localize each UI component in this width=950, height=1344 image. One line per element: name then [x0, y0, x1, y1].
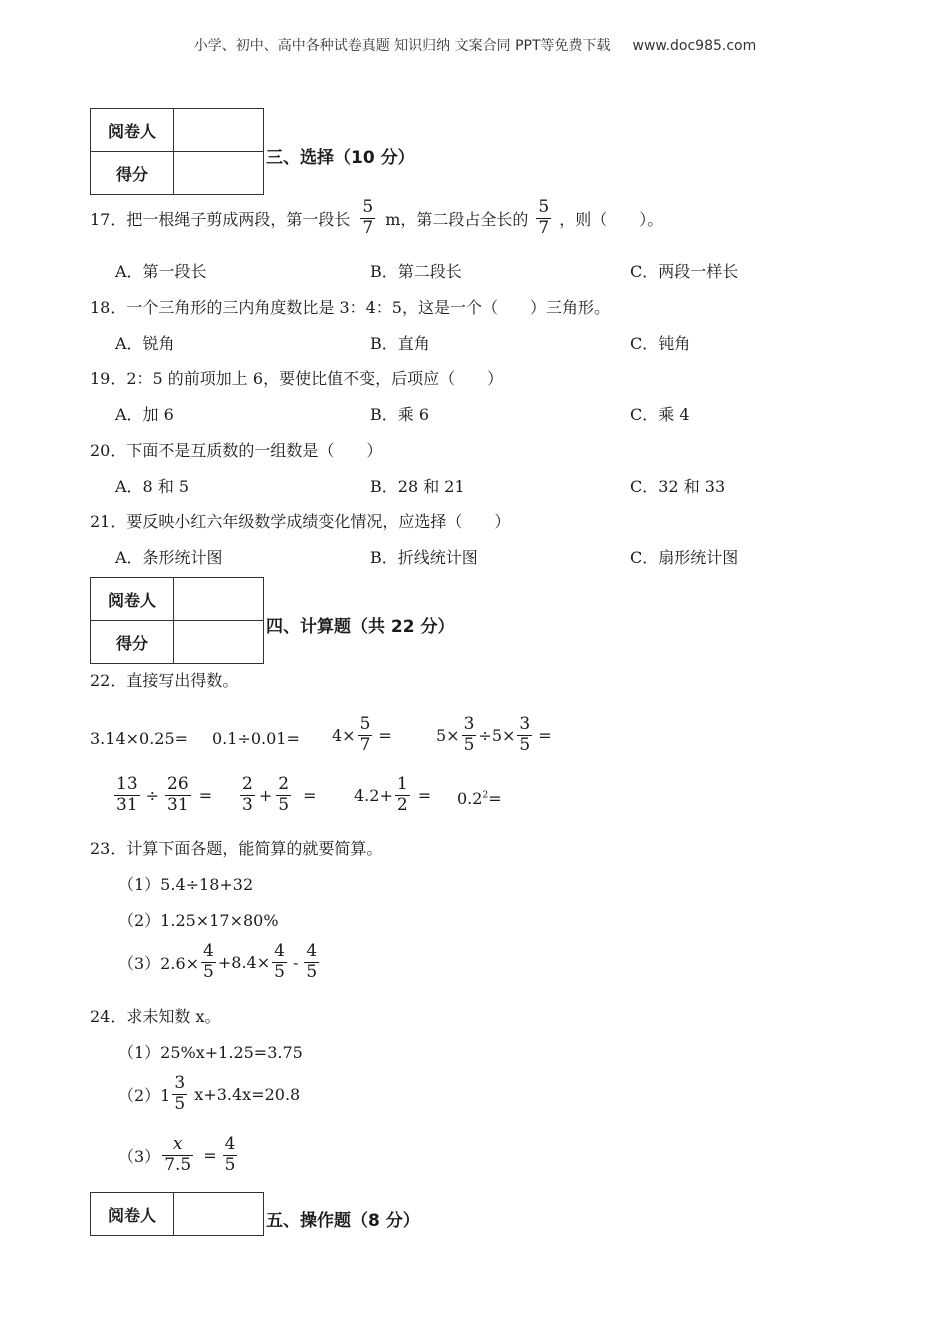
- question-20: 20．下面不是互质数的一组数是（ ）: [90, 441, 383, 460]
- q17-fraction-2: $\frac{5}{7}$: [538, 197, 550, 238]
- reader-blank: [174, 1193, 264, 1236]
- reader-label: 阅卷人: [91, 1193, 174, 1236]
- q22-expr-4: 5× $\frac{3}{5}$ ÷5× $\frac{3}{5}$ =: [436, 714, 552, 755]
- score-box-section-3: [90, 108, 264, 195]
- score-blank: [174, 152, 264, 195]
- q21-option-c[interactable]: C．扇形统计图: [630, 548, 739, 567]
- question-24-title: 24．求未知数 x。: [90, 1007, 221, 1026]
- q18-option-a[interactable]: A．锐角: [115, 334, 175, 353]
- q17-option-b[interactable]: B．第二段长: [370, 262, 462, 281]
- q22-expr-5-fraction-2: $\frac{26}{31}$: [167, 774, 189, 815]
- q22-expr-3-fraction: $\frac{5}{7}$: [359, 714, 371, 755]
- q24-item-3-fraction-1: $\frac{x}{7.5}$: [164, 1134, 192, 1175]
- header-text: 小学、初中、高中各种试卷真题 知识归纳 文案合同 PPT等免费下载: [193, 38, 611, 54]
- q24-item-3-fraction-2: $\frac{4}{5}$: [224, 1134, 236, 1175]
- q17-fraction-1: $\frac{5}{7}$: [362, 197, 374, 238]
- q22-expr-7-fraction: $\frac{1}{2}$: [396, 774, 408, 815]
- q17-text-b: ，则（ ）。: [559, 209, 664, 229]
- section-5-heading: 五、操作题（8 分）: [266, 1211, 420, 1231]
- q22-expr-8: $0.2^2=$: [457, 789, 502, 808]
- q17-text-unit: m，第二段占全长的: [385, 209, 529, 229]
- q22-expr-4-fraction-1: $\frac{3}{5}$: [463, 714, 475, 755]
- q18-option-b[interactable]: B．直角: [370, 334, 430, 353]
- q23-item-3-fraction-3: $\frac{4}{5}$: [306, 941, 318, 982]
- q22-expr-5: $\frac{13}{31}$ ÷ $\frac{26}{31}$ =: [116, 774, 213, 815]
- question-17: [90, 199, 663, 238]
- reader-label: 阅卷人: [91, 109, 174, 152]
- q23-item-1: （1）5.4÷18+32: [118, 875, 254, 894]
- reader-blank: [174, 578, 264, 621]
- question-18: 18．一个三角形的三内角度数比是 3：4：5，这是一个（ ）三角形。: [90, 298, 610, 317]
- q23-item-2: （2）1.25×17×80%: [118, 911, 279, 930]
- q22-expr-7: 4.2+ $\frac{1}{2}$ =: [354, 774, 432, 815]
- question-21: 21．要反映小红六年级数学成绩变化情况，应选择（ ）: [90, 512, 511, 531]
- q23-item-3-fraction-1: $\frac{4}{5}$: [203, 941, 214, 982]
- q17-text-a: 17．把一根绳子剪成两段，第一段长: [90, 209, 351, 229]
- q21-option-a[interactable]: A．条形统计图: [115, 548, 223, 567]
- reader-blank: [174, 109, 264, 152]
- question-19: 19．2：5 的前项加上 6，要使比值不变，后项应（ ）: [90, 369, 504, 388]
- q19-option-b[interactable]: B．乘 6: [370, 405, 430, 424]
- q17-option-a[interactable]: A．第一段长: [115, 262, 207, 281]
- question-22-title: 22．直接写出得数。: [90, 671, 239, 690]
- score-box-section-4: [90, 577, 264, 664]
- q23-item-3-fraction-2: $\frac{4}{5}$: [274, 941, 285, 982]
- q23-item-3: （3）2.6× $\frac{4}{5}$ +8.4× $\frac{4}{5}$ - $\frac{4}{5}$: [118, 941, 318, 982]
- reader-label: 阅卷人: [91, 578, 174, 621]
- score-box-section-5: [90, 1192, 264, 1236]
- q17-option-c[interactable]: C．两段一样长: [630, 262, 739, 281]
- q24-item-2: （2）1 $\frac{3}{5}$ x+3.4x=20.8: [118, 1073, 301, 1114]
- score-label: 得分: [91, 621, 174, 664]
- q24-item-2-fraction: $\frac{3}{5}$: [174, 1073, 186, 1114]
- q22-expr-3: 4× $\frac{5}{7}$ =: [332, 714, 392, 755]
- q19-option-c[interactable]: C．乘 4: [630, 405, 690, 424]
- header-url[interactable]: www.doc985.com: [632, 38, 757, 54]
- question-23-title: 23．计算下面各题，能简算的就要简算。: [90, 839, 383, 858]
- q21-option-b[interactable]: B．折线统计图: [370, 548, 478, 567]
- q19-option-a[interactable]: A．加 6: [115, 405, 174, 424]
- q24-item-1: （1）25%x+1.25=3.75: [118, 1043, 303, 1062]
- q22-expr-6-fraction-1: $\frac{2}{3}$: [242, 774, 253, 815]
- q22-expr-2: 0.1÷0.01=: [212, 729, 300, 748]
- score-blank: [174, 621, 264, 664]
- q22-expr-6: $\frac{2}{3}$ + $\frac{2}{5}$ =: [242, 774, 317, 815]
- section-3-heading: 三、选择（10 分）: [266, 148, 415, 168]
- q20-option-a[interactable]: A．8 和 5: [115, 477, 190, 496]
- page-header: [0, 35, 950, 55]
- q22-expr-1: 3.14×0.25=: [90, 729, 189, 748]
- q20-option-b[interactable]: B．28 和 21: [370, 477, 465, 496]
- q22-expr-5-fraction-1: $\frac{13}{31}$: [116, 774, 138, 815]
- score-label: 得分: [91, 152, 174, 195]
- q22-expr-6-fraction-2: $\frac{2}{5}$: [278, 774, 290, 815]
- q24-item-3: （3） $\frac{x}{7.5}$ = $\frac{4}{5}$: [118, 1134, 236, 1175]
- section-4-heading: 四、计算题（共 22 分）: [266, 617, 455, 637]
- q22-expr-4-fraction-2: $\frac{3}{5}$: [519, 714, 531, 755]
- q18-option-c[interactable]: C．钝角: [630, 334, 691, 353]
- q20-option-c[interactable]: C．32 和 33: [630, 477, 726, 496]
